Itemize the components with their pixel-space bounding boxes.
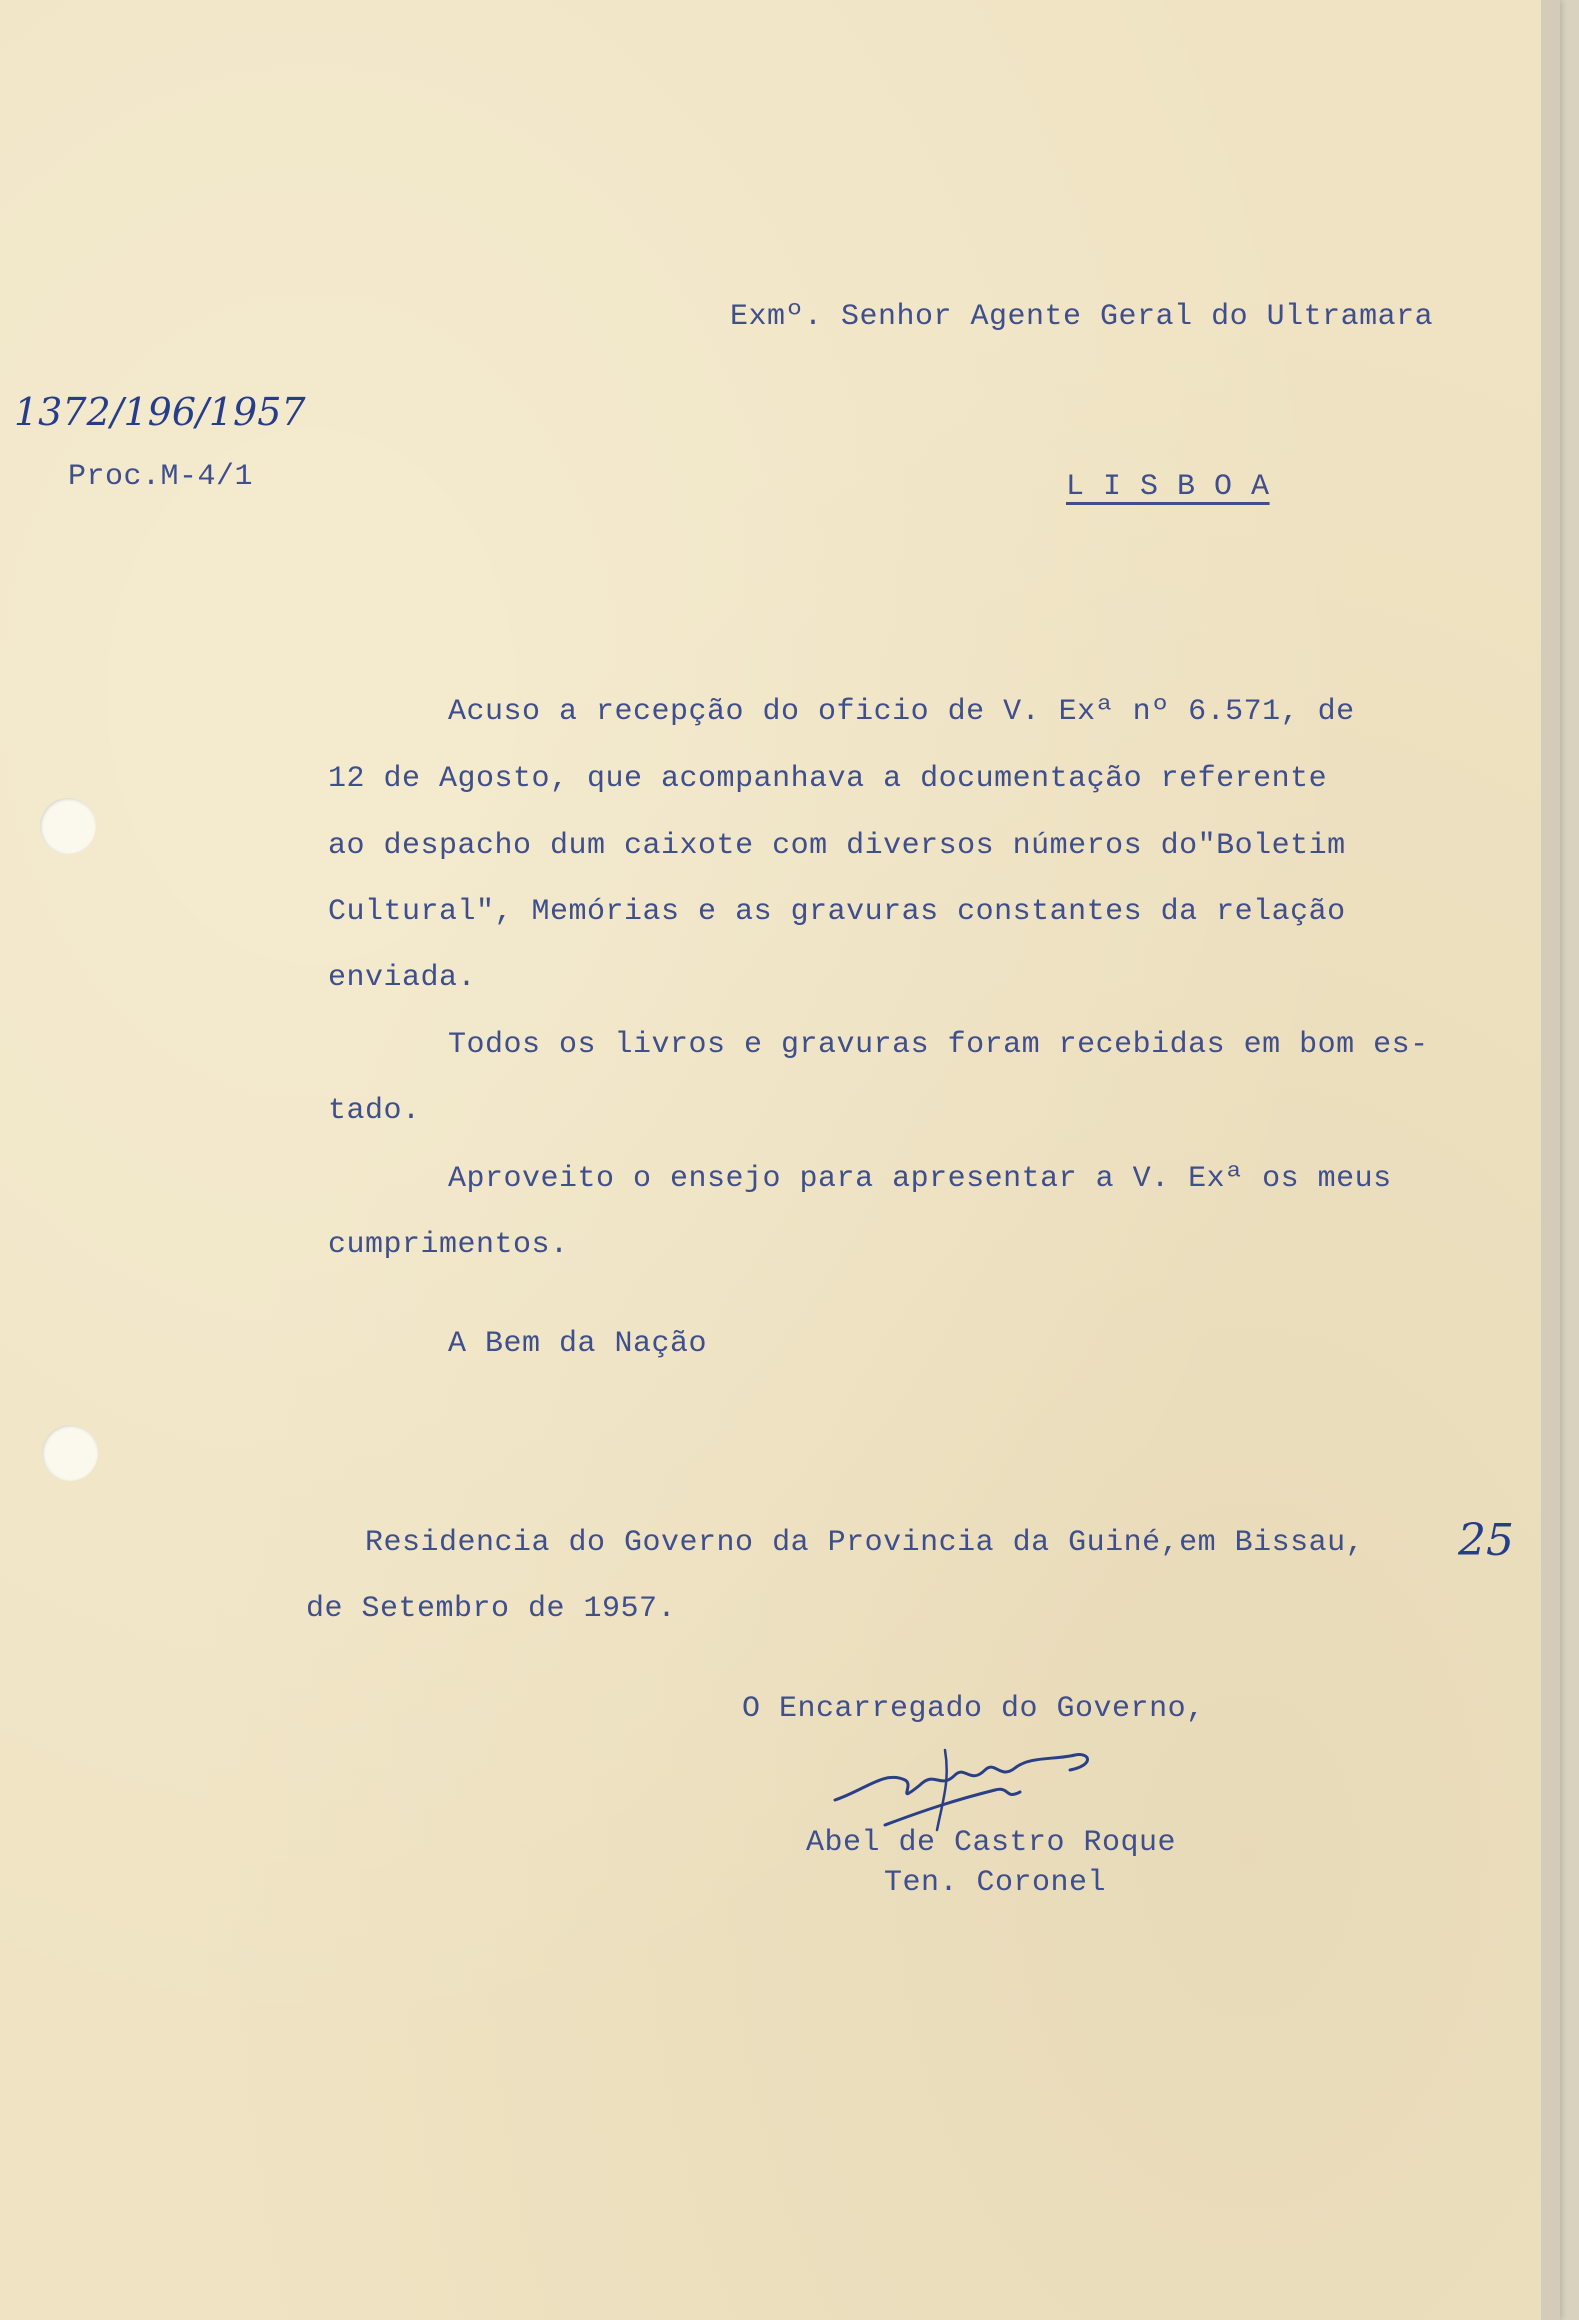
body-line-7: tado. [328, 1094, 421, 1128]
handwritten-reference: 1372/196/1957 [14, 390, 306, 434]
body-line-4: Cultural", Memórias e as gravuras constantes da relação [328, 895, 1346, 929]
handwritten-day: 25 [1458, 1515, 1514, 1566]
body-line-1: Acuso a recepção do oficio de V. Exª nº 6.571, de [448, 695, 1355, 729]
signer-rank: Ten. Coronel [884, 1866, 1107, 1900]
page-edge [1541, 0, 1560, 2320]
signer-name: Abel de Castro Roque [806, 1826, 1177, 1860]
place-line-2: de Setembro de 1957. [306, 1592, 677, 1626]
salutation: A Bem da Nação [448, 1327, 708, 1361]
process-number: Proc.M-4/1 [68, 460, 254, 494]
punch-hole-bottom [42, 1425, 98, 1481]
body-line-2: 12 de Agosto, que acompanhava a documentação referente [328, 762, 1328, 796]
place-line-1: Residencia do Governo da Provincia da Guiné,em Bissau, [365, 1526, 1365, 1560]
signer-role: O Encarregado do Governo, [742, 1692, 1205, 1726]
city: L I S B O A [1066, 470, 1270, 504]
body-line-5: enviada. [328, 961, 477, 995]
body-line-8: Aproveito o ensejo para apresentar a V. Exª os meus [448, 1162, 1392, 1196]
body-line-6: Todos os livros e gravuras foram recebidas em bom es- [448, 1028, 1429, 1062]
punch-hole-top [40, 798, 96, 854]
body-line-9: cumprimentos. [328, 1228, 569, 1262]
addressee: Exmº. Senhor Agente Geral do Ultramara [730, 300, 1434, 334]
body-line-3: ao despacho dum caixote com diversos números do"Boletim [328, 829, 1346, 863]
signature [825, 1730, 1115, 1840]
